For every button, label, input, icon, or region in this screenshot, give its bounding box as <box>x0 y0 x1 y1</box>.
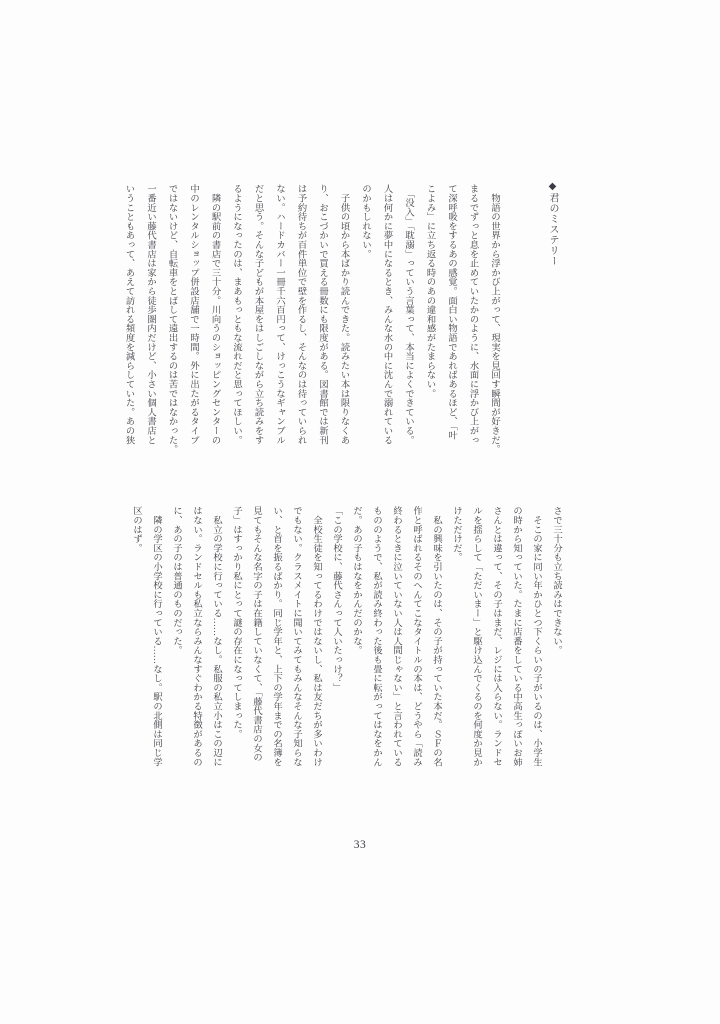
text-column: 物語の世界から浮かび上がって、現実を見回す瞬間が好きだ。 <box>489 184 499 454</box>
text-column: 区のはず。 <box>131 506 141 553</box>
text-column: そこの家に同い年かひとつ下くらいの子がいるのは、小学生 <box>531 506 541 767</box>
text-column: ない。ハードカバー一冊千六百円って、けっこうなギャンブル <box>274 184 284 445</box>
text-column: ルを揺らして「ただいまー」と駆け込んでくるのを何度か見か <box>471 506 481 767</box>
text-column: はない。ランドセルも私立ならみんなすぐわかる特徴があるの <box>191 506 201 767</box>
text-column: だと思う。そんな子どもが本屋をはしごしながら立ち読みをす <box>252 184 263 445</box>
text-column: けただけだ。 <box>451 506 461 562</box>
text-column: 一番近い藤代書店は家から徒歩圏内だけど、小さい個人書店と <box>145 184 155 445</box>
text-column: いうこともあって、あえて訪れる頻度を減らしていた。あの狭 <box>123 184 134 445</box>
section-title: ◆君のミステリー <box>547 181 558 266</box>
text-column: い、と首を振るばかり。同じ学年と、上下の学年までの名簿を <box>271 506 281 767</box>
text-column: 隣の学区の小学校に行っている……なし。駅の北側は同じ学 <box>151 506 161 767</box>
text-column: の時から知っていた。たまに店番をしている中高生っぽいお姉 <box>511 506 521 767</box>
text-column: は予約待ちが百件単位で壁を作るし、そんなのは待っていられ <box>295 184 306 445</box>
text-column: 子」はすっかり私にとって謎の存在になってしまった。 <box>231 506 241 739</box>
text-column: もののようで、私が読み終わった後も畳に転がってはなをかん <box>371 506 381 767</box>
text-column: だ。あの子もはなをかんだのかな。 <box>351 506 361 655</box>
text-column: さで三十分も立ち読みはできない。 <box>551 506 561 655</box>
text-column: さんとは違って、その子はまだ、レジには入らない。ランドセ <box>491 506 501 767</box>
text-column: 私の興味を引いたのは、その子が持っていた本だ。ＳＦの名 <box>431 506 441 767</box>
bottom-text-block <box>126 506 566 784</box>
text-column: て深呼吸をするあの感覚。面白い物語であればあるほど、「叶 <box>446 184 456 440</box>
text-column: り、おこづかいで買える冊数にも限度がある。図書館では新刊 <box>317 184 327 445</box>
text-column: まるでずっと息を止めていたかのように、水面に浮かび上がっ <box>467 184 478 445</box>
top-text-block <box>117 184 504 462</box>
page-number: 33 <box>353 839 367 851</box>
text-column: 「没入」「耽溺」っていう言葉って、本当によくできている。 <box>403 184 413 445</box>
text-column: 見てもそんな名字の子は在籍していなくて、「藤代書店の女の <box>251 506 261 762</box>
text-column: 作と呼ばれるそのへんてこなタイトルの本は、どうやら「読み <box>411 506 421 767</box>
text-column: こよみ」に立ち返る時のあの違和感がたまらない。 <box>424 184 435 398</box>
text-column: 隣の駅前の書店で三十分。川向うのショッピングセンターの <box>209 184 220 445</box>
text-column: のかもしれない。 <box>360 184 370 259</box>
text-column: に、あの子のは普通のものだった。 <box>171 506 181 655</box>
text-column: 子供の頃から本ばかり読んできた。読みたい本は限りなくあ <box>338 184 349 445</box>
text-column: でもない。クラスメイトに聞いてみてもみんなそんな子知らな <box>291 506 301 767</box>
text-column: るようになったのは、まあもっともな流れだと思ってほしい。 <box>231 184 241 445</box>
text-column: 「この学校に、藤代さんって人いたっけ？」 <box>331 506 341 692</box>
text-column: 全校生徒を知ってるわけではないし、私は友だちが多いわけ <box>311 506 321 767</box>
text-column: 終わるときに泣いていない人は人間じゃない」と言われている <box>391 506 401 767</box>
text-column: 中のレンタルショップ併設店舗で一時間。外に出たがるタイプ <box>188 184 198 445</box>
text-column: 人は何かに夢中になるとき、みんな水の中に沈んで溺れている <box>381 184 392 445</box>
text-column: ではないけど、自転車をとばして遠出するのは苦ではなかった。 <box>166 184 177 454</box>
text-column: 私立の学校に行っている……なし。私服の私立小はこの辺に <box>211 506 221 767</box>
